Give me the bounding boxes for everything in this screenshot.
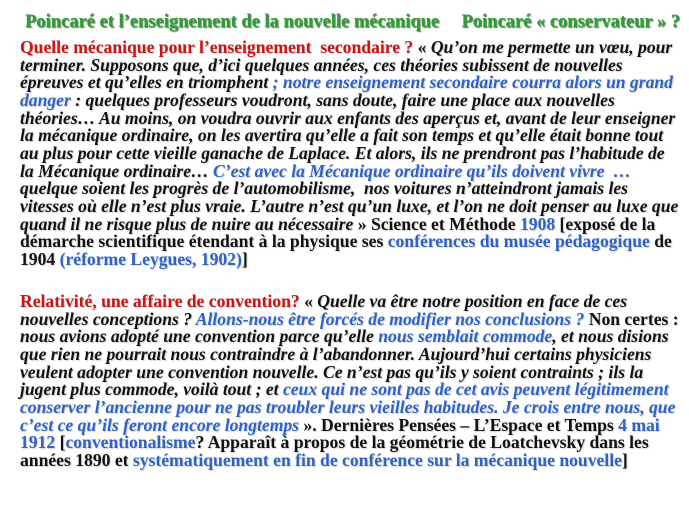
slide-title-bar — [25, 12, 680, 32]
emphasis-text: 1912 — [20, 432, 56, 453]
paragraph-1 — [20, 39, 685, 269]
body-text: ? Apparaît à propos de la géométrie de Loatchevsky dans les — [195, 432, 649, 453]
quote-text: au plus pour cette vieille ganache de Laplace. Et alors, ils ne prendront pas l’habitude de — [20, 142, 665, 163]
quote-text: nouvelles conceptions ? — [20, 308, 193, 329]
body-text: 1904 — [20, 248, 60, 269]
quote-text: que rien ne pourrait nous contraindre à l’abandonner. Aujourd’hui certains physiciens — [20, 343, 652, 364]
emphasis-quote-text: conserver l’ancienne pour ne pas troubler leurs vieilles habitudes. Je crois entre nous, que — [20, 396, 676, 417]
body-text: de — [649, 231, 672, 252]
quote-text: quand il ne risque plus de nuire au nécessaire — [20, 213, 354, 234]
quote-text: théories… Au moins, on voudra ouvrir aux enfants des aperçus et, avant de leur enseigner — [20, 107, 676, 128]
body-text: ». Dernières Pensées – L’Espace et Temps — [299, 414, 619, 435]
emphasis-text: 4 mai — [618, 414, 660, 435]
emphasis-text: conventionalisme — [65, 432, 196, 453]
quote-text: épreuves et qu’elles en triomphent — [20, 72, 269, 93]
quote-text: la Mécanique ordinaire… — [20, 160, 209, 181]
body-text: démarche scientifique étendant à la physique ses — [20, 231, 388, 252]
text-line — [20, 449, 685, 470]
body-text: ] — [621, 449, 628, 470]
slide-title: Poincaré et l’enseignement de la nouvelle mécanique — [25, 12, 440, 32]
slide-title-question: Poincaré « conservateur » ? — [461, 12, 680, 32]
quote-text: veulent adopter une convention nouvelle. Ce n’est pas qu’ils y soient contraints ; ils la — [20, 361, 644, 382]
emphasis-quote-text: C’est avec la Mécanique ordinaire qu’ils doivent vivre … — [208, 160, 631, 181]
body-text: ] — [241, 248, 248, 269]
body-text: Non certes : — [584, 308, 679, 329]
quote-text: , et nous disions — [552, 326, 669, 347]
quote-text: vitesses où elle n’est plus vraie. L’autre n’est qu’un luxe, et l’on ne doit penser au luxe que — [20, 195, 679, 216]
body-text: [ — [55, 432, 66, 453]
emphasis-text: conférences du musée pédagogique — [387, 231, 650, 252]
body-text: » Science et Méthode — [353, 213, 520, 234]
section-heading: Quelle mécanique pour l’enseignement secondaire ? — [20, 37, 414, 57]
emphasis-text: (réforme Leygues, 1902) — [59, 248, 242, 269]
body-text: années 1890 et — [20, 449, 133, 470]
quote-text: jugent plus commode, voilà tout ; et — [20, 379, 283, 400]
quote-text: : quelques professeurs voudront, sans doute, faire une place aux nouvelles — [70, 89, 615, 110]
body-text: « — [413, 37, 431, 57]
quote-text: terminer. Supposons que, d’ici quelques années, ces théories subissent de nouvelles — [20, 54, 623, 75]
body-text: [exposé de la — [555, 213, 656, 234]
section-heading: Relativité, une affaire de convention? — [20, 291, 300, 311]
emphasis-quote-text: ceux qui ne sont pas de cet avis peuvent légitimement — [282, 379, 669, 400]
text-line — [20, 248, 685, 269]
emphasis-quote-text: danger — [20, 89, 71, 110]
emphasis-quote-text: ; notre enseignement secondaire courra alors un grand — [268, 72, 673, 93]
quote-text: Quelle va être notre position en face de ces — [317, 291, 628, 311]
quote-text: nous avions adopté une convention parce qu’elle — [20, 326, 379, 347]
emphasis-quote-text: c’est ce qu’ils feront encore longtemps — [20, 414, 300, 435]
emphasis-quote-text: Allons-nous être forcés de modifier nos conclusions ? — [192, 308, 585, 329]
body-text: « — [299, 291, 318, 311]
quote-text: Qu’on me permette un vœu, pour — [430, 37, 673, 57]
quote-text: quelque soient les progrès de l’automobilisme, nos voitures n’atteindront jamais les — [20, 178, 629, 199]
emphasis-quote-text: nous semblait commode — [378, 326, 553, 347]
emphasis-text: 1908 — [519, 213, 556, 234]
paragraph-2 — [20, 293, 685, 470]
quote-text: la mécanique ordinaire, on les avertira qu’elle a fait son temps et qu’elle était bonne tout — [20, 125, 664, 146]
emphasis-text: systématiquement en fin de conférence sur la mécanique nouvelle — [132, 449, 622, 470]
